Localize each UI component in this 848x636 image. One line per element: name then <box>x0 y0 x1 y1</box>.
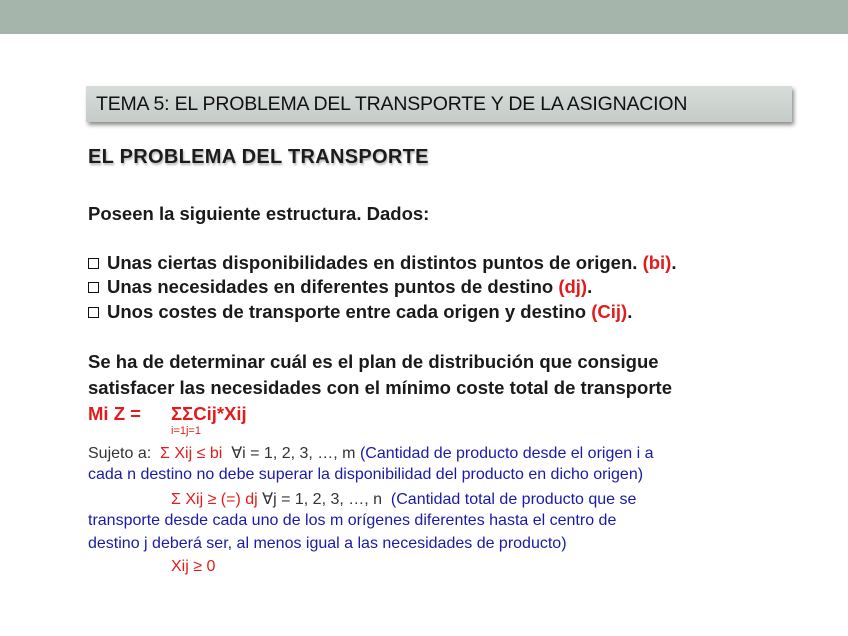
bullet-item: Unas necesidades en diferentes puntos de destino (dj). <box>88 276 592 298</box>
objective-expression: ΣΣCij*Xij <box>171 403 247 424</box>
intro-text: Poseen la siguiente estructura. Dados: <box>88 203 430 224</box>
checkbox-icon <box>88 282 99 293</box>
objective-label: Mi Z = <box>88 403 141 424</box>
checkbox-icon <box>88 258 99 269</box>
top-bar <box>0 0 848 34</box>
page-title: TEMA 5: EL PROBLEMA DEL TRANSPORTE Y DE LA ASIGNACION <box>96 93 688 115</box>
constraint-1-note: cada n destino no debe superar la disponibilidad del producto en dicho origen) <box>88 466 644 483</box>
section-heading: EL PROBLEMA DEL TRANSPORTE <box>88 146 429 168</box>
constraint-1: Sujeto a: Σ Xij ≤ bi ∀i = 1, 2, 3, …, m (Cantidad de producto desde el origen i a <box>88 445 654 462</box>
bullet-item: Unos costes de transporte entre cada origen y destino (Cij). <box>88 301 632 323</box>
constraint-3: Xij ≥ 0 <box>171 558 216 575</box>
constraint-2-note: transporte desde cada uno de los m orígenes diferentes hasta el centro de <box>88 512 617 529</box>
summation-indices: i=1j=1 <box>171 425 201 437</box>
title-box <box>86 86 792 122</box>
constraint-2-note: destino j deberá ser, al menos igual a las necesidades de producto) <box>88 535 567 552</box>
bullet-item: Unas ciertas disponibilidades en distintos puntos de origen. (bi). <box>88 252 676 274</box>
paragraph-line: satisfacer las necesidades con el mínimo coste total de transporte <box>88 377 672 398</box>
checkbox-icon <box>88 307 99 318</box>
paragraph-line: Se ha de determinar cuál es el plan de distribución que consigue <box>88 351 659 372</box>
constraint-2: Σ Xij ≥ (=) dj ∀j = 1, 2, 3, …, n (Cantidad total de producto que se <box>171 491 637 508</box>
